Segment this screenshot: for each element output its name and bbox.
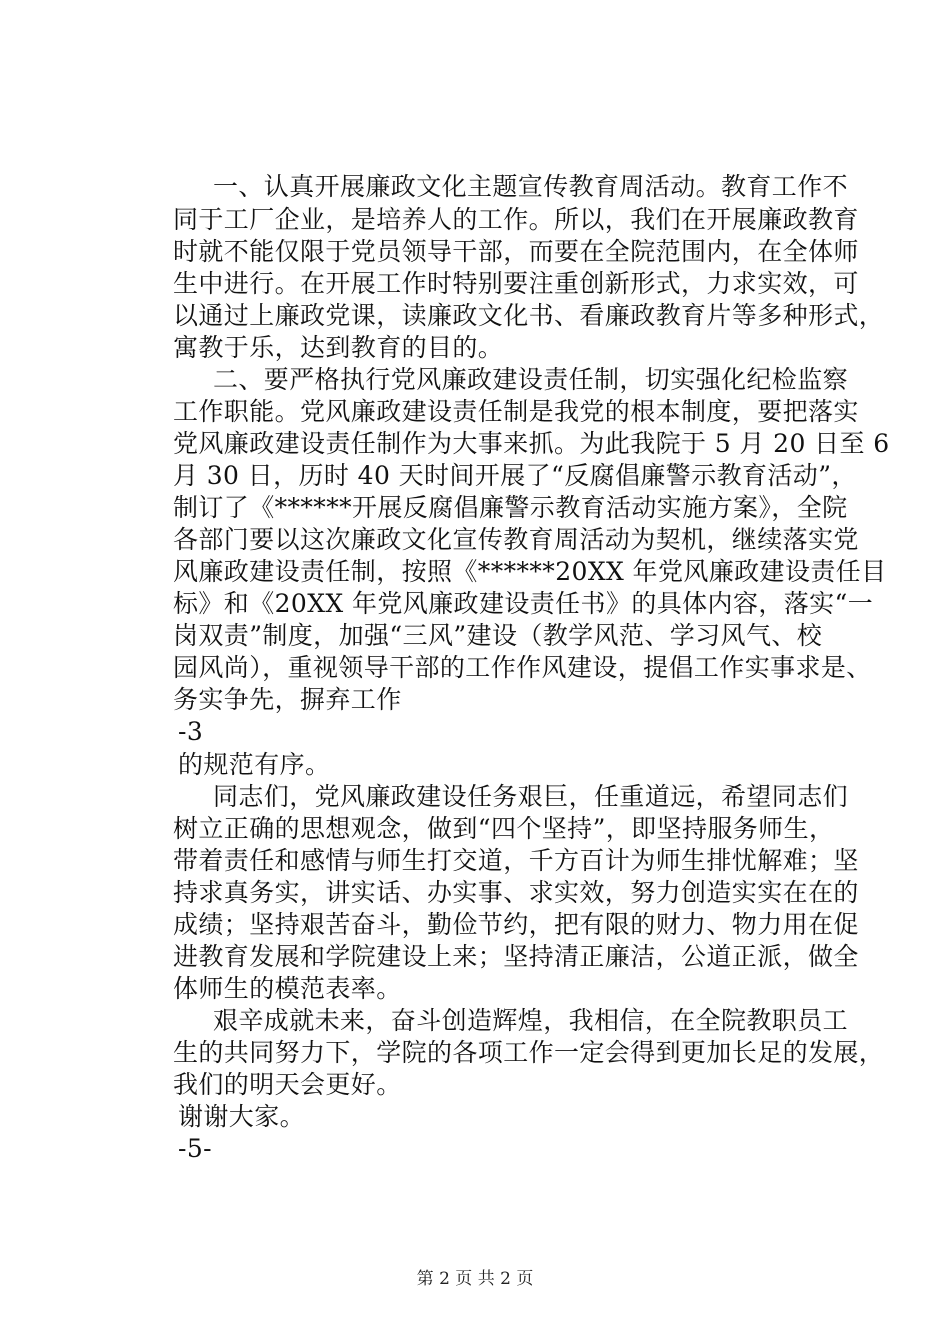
body-line: 树立正确的思想观念，做到“四个坚持”，即坚持服务师生，	[173, 814, 835, 843]
body-line: 谢谢大家。	[178, 1102, 306, 1131]
body-line: 持求真务实，讲实话、办实事、求实效，努力创造实实在在的	[173, 878, 859, 907]
body-line: 同志们，党风廉政建设任务艰巨，任重道远，希望同志们	[213, 782, 849, 811]
body-line: 同于工厂企业，是培养人的工作。所以，我们在开展廉政教育	[173, 205, 859, 234]
page-marker: -3	[178, 717, 204, 746]
body-line: 生的共同努力下，学院的各项工作一定会得到更加长足的发展，	[173, 1038, 885, 1067]
body-line: 党风廉政建设责任制作为大事来抓。为此我院于 5 月 20 日至 6	[173, 429, 890, 458]
page-footer: 第 2 页 共 2 页	[416, 1269, 534, 1289]
body-line: 艰辛成就未来，奋斗创造辉煌，我相信，在全院教职员工	[213, 1006, 849, 1035]
body-line: 工作职能。党风廉政建设责任制是我党的根本制度，要把落实	[173, 397, 859, 426]
body-line: 制订了《******开展反腐倡廉警示教育活动实施方案》，全院	[173, 493, 848, 522]
body-line: 进教育发展和学院建设上来；坚持清正廉洁，公道正派，做全	[173, 942, 859, 971]
body-line: 以通过上廉政党课，读廉政文化书、看廉政教育片等多种形式，	[173, 301, 885, 330]
body-line: 园风尚），重视领导干部的工作作风建设，提倡工作实事求是、	[173, 653, 872, 682]
body-line: 风廉政建设责任制，按照《******20XX 年党风廉政建设责任目	[173, 557, 887, 586]
body-line: 的规范有序。	[178, 750, 331, 779]
body-line: 岗双责”制度，加强“三风”建设（教学风范、学习风气、校	[173, 621, 823, 650]
body-line: 生中进行。在开展工作时特别要注重创新形式，力求实效，可	[173, 269, 859, 298]
body-line: 各部门要以这次廉政文化宣传教育周活动为契机，继续落实党	[173, 525, 859, 554]
body-line: 我们的明天会更好。	[173, 1070, 402, 1099]
body-line: 寓教于乐，达到教育的目的。	[173, 333, 504, 362]
body-line: 二、要严格执行党风廉政建设责任制，切实强化纪检监察	[213, 365, 849, 394]
body-line: 成绩；坚持艰苦奋斗，勤俭节约，把有限的财力、物力用在促	[173, 910, 859, 939]
body-line: 带着责任和感情与师生打交道，千方百计为师生排忧解难；坚	[173, 846, 859, 875]
page-marker: -5-	[178, 1134, 213, 1163]
body-line: 务实争先，摒弃工作	[173, 685, 402, 714]
body-line: 月 30 日，历时 40 天时间开展了“反腐倡廉警示教育活动”，	[173, 461, 857, 490]
body-line: 标》和《20XX 年党风廉政建设责任书》的具体内容，落实“一	[173, 589, 874, 618]
body-line: 体师生的模范表率。	[173, 974, 402, 1003]
body-line: 一、认真开展廉政文化主题宣传教育周活动。教育工作不	[213, 172, 849, 201]
body-line: 时就不能仅限于党员领导干部，而要在全院范围内，在全体师	[173, 237, 859, 266]
